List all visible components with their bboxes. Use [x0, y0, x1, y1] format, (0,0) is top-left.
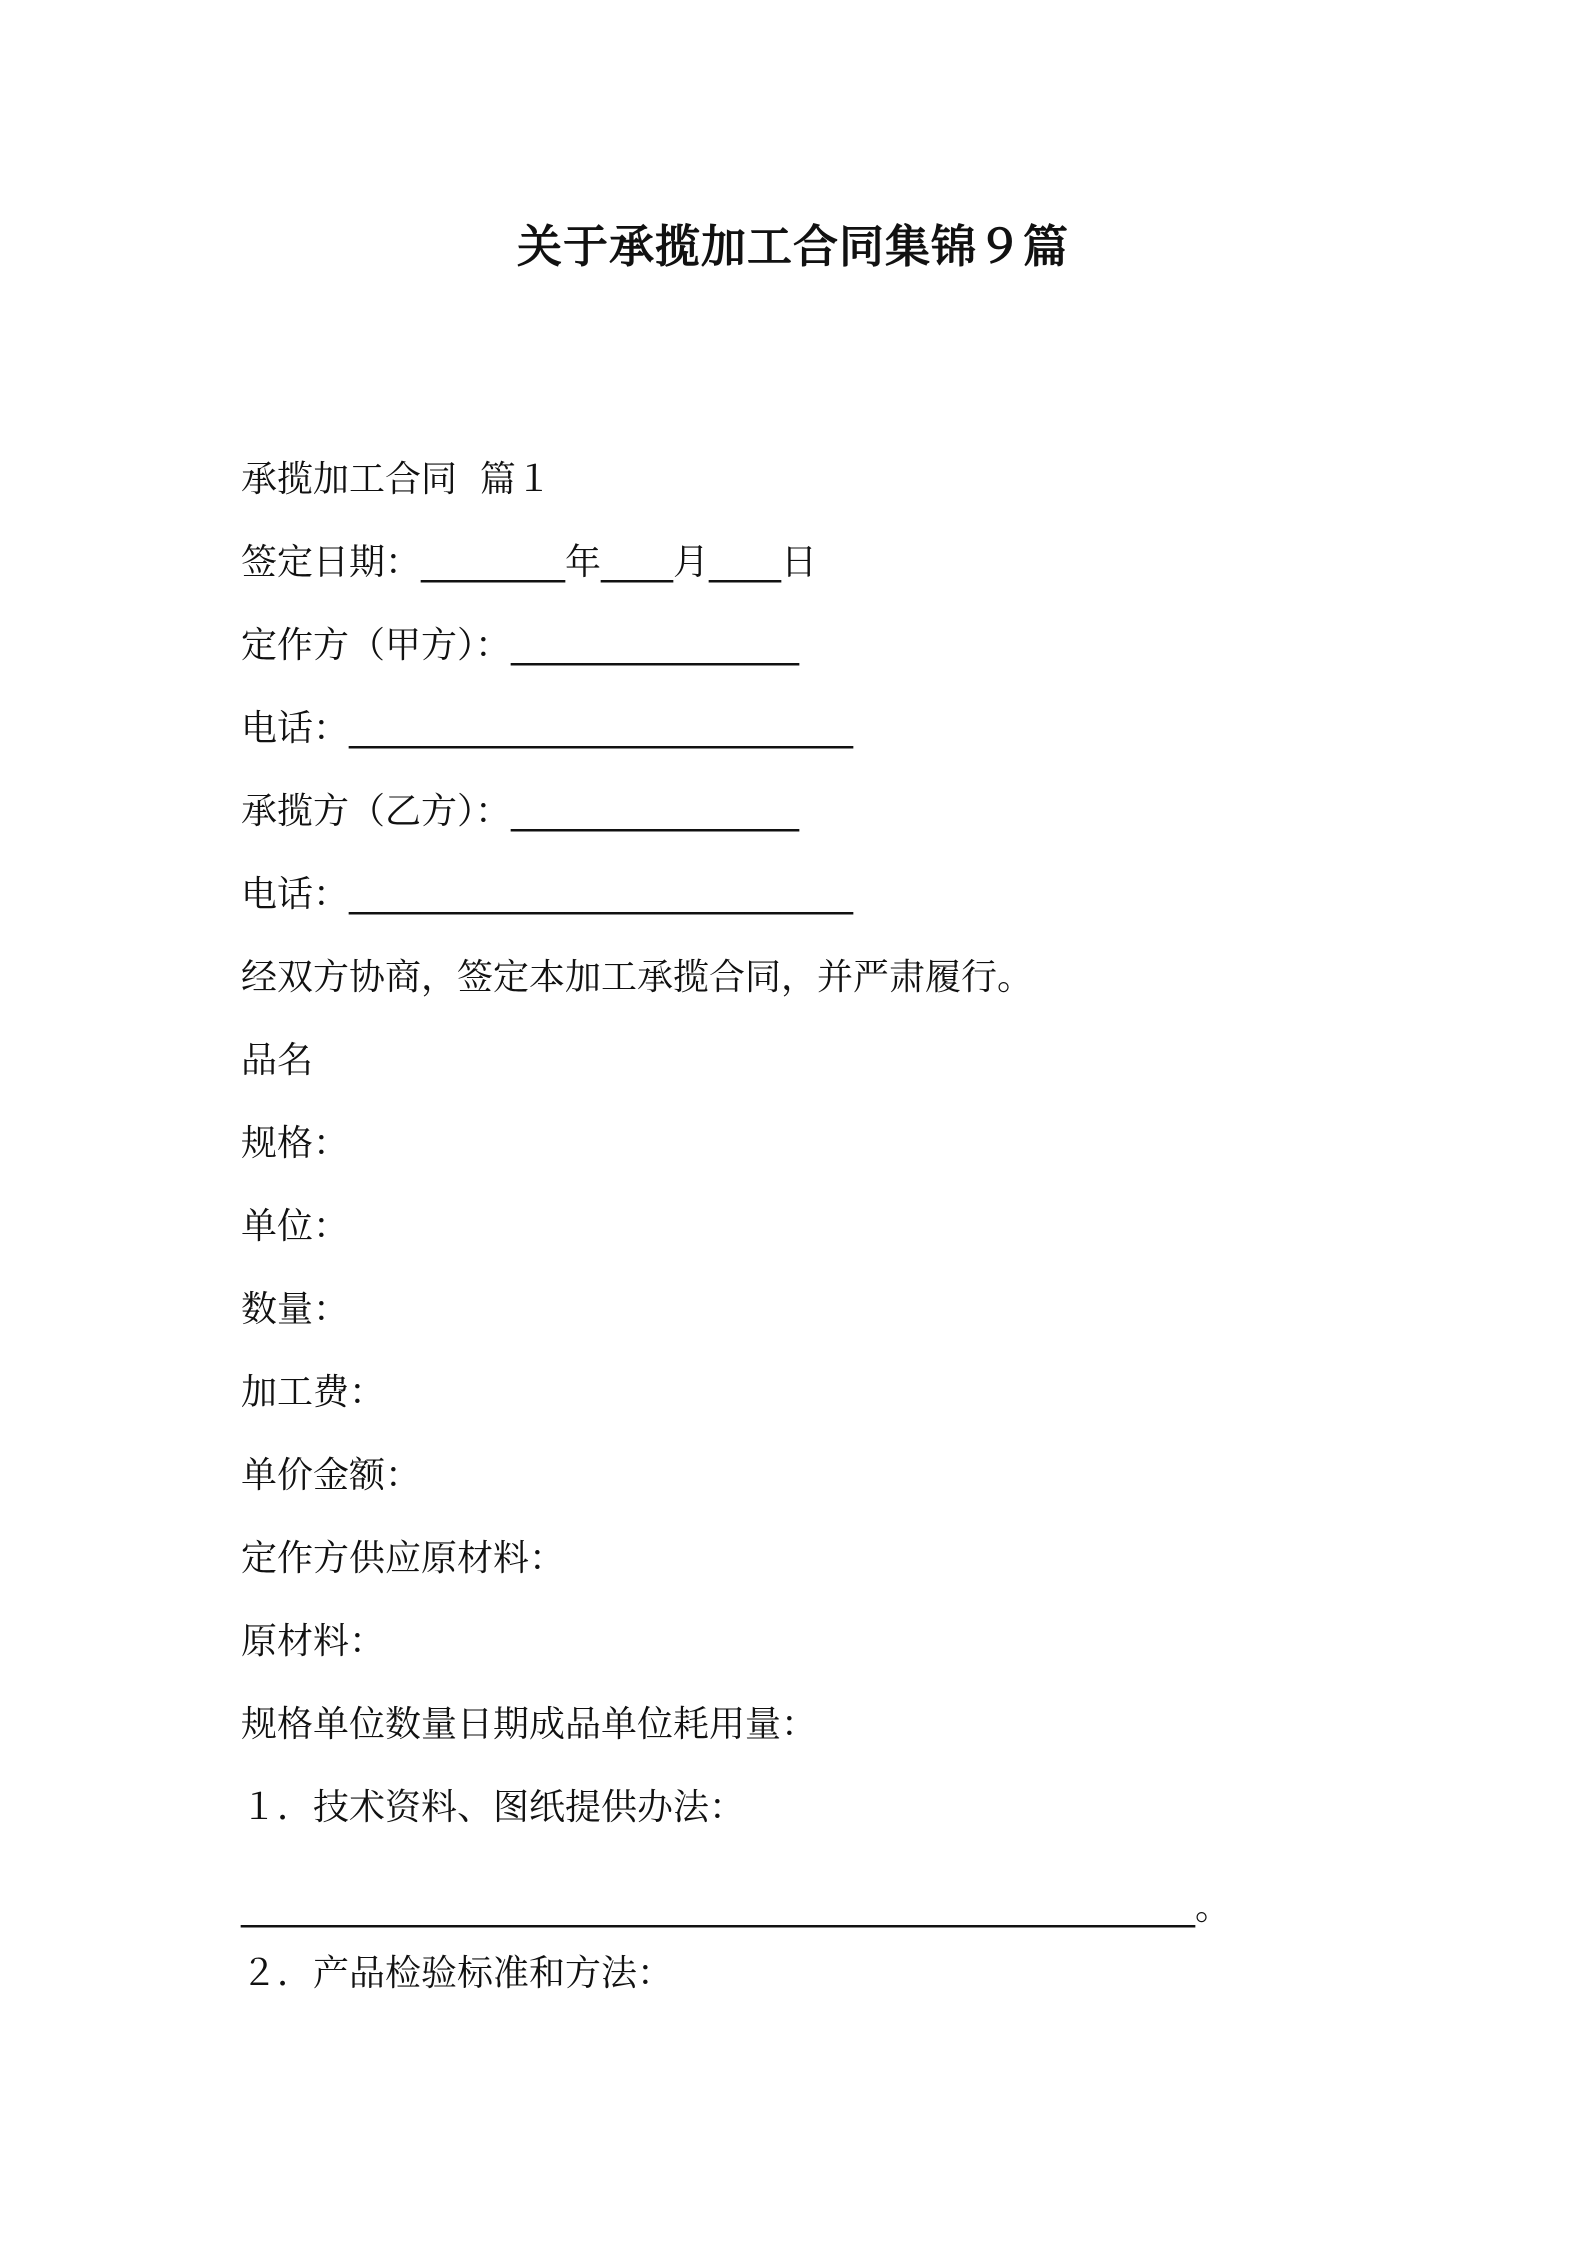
quantity-label: 数量： [241, 1289, 350, 1330]
unit-price-amount-label: 单价金额： [241, 1455, 422, 1496]
raw-materials-label: 原材料： [241, 1621, 386, 1662]
consumption-label: 规格单位数量日期成品单位耗用量： [241, 1704, 818, 1745]
clause-1-technical-data: １．技术资料、图纸提供办法： [241, 1787, 746, 1828]
party-b-line: 承揽方（乙方）：________________ [241, 791, 800, 832]
document-title: 关于承揽加工合同集锦９篇 [516, 220, 1069, 273]
signing-date-line: 签定日期：________年____月____日 [241, 542, 818, 583]
product-name-label: 品名 [241, 1040, 314, 1081]
agreement-statement: 经双方协商，签定本加工承揽合同，并严肃履行。 [241, 957, 1034, 998]
processing-fee-label: 加工费： [241, 1372, 386, 1413]
clause-2-inspection: ２．产品检验标准和方法： [241, 1953, 674, 1994]
section-heading: 承揽加工合同 篇１ [241, 459, 552, 500]
supplied-materials-label: 定作方供应原材料： [241, 1538, 566, 1579]
clause-1-blank-line: _____________________________________________________。 [241, 1887, 1231, 1928]
specification-label: 规格： [241, 1123, 350, 1164]
unit-label: 单位： [241, 1206, 350, 1247]
party-a-phone-line: 电话：____________________________ [241, 708, 854, 749]
party-a-line: 定作方（甲方）：________________ [241, 625, 800, 666]
party-b-phone-line: 电话：____________________________ [241, 874, 854, 915]
